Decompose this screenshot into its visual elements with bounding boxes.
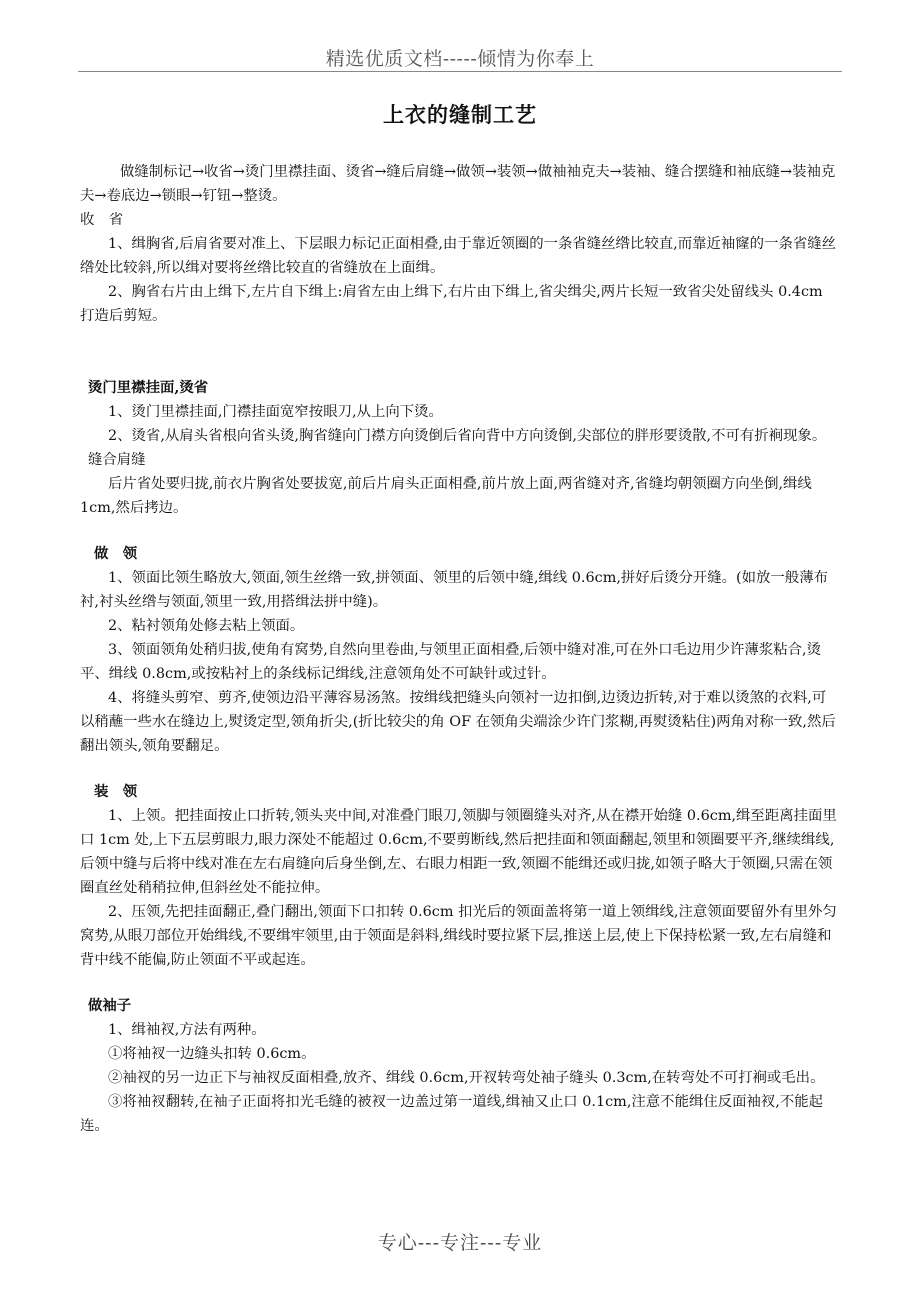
section-heading-jianfeng: 缝合肩缝 — [88, 452, 146, 468]
zuoling-paragraph-3: 3、领面领角处稍归拔,使角有窝势,自然向里卷曲,与领里正面相叠,后领中缝对准,可在外口毛边用少许薄浆粘合,烫平、缉线 0.8cm,或按粘衬上的条线标记缉线,注意领角处不可缺针或过针。 — [80, 642, 821, 682]
tangmen-paragraph-2: 2、烫省,从肩头省根向省头烫,胸省缝向门襟方向烫倒后省向背中方向烫倒,尖部位的胖形要烫散,不可有折裥现象。 — [108, 428, 827, 444]
intro-paragraph: 做缝制标记→收省→烫门里襟挂面、烫省→缝后肩缝→做领→装领→做袖袖克夫→装袖、缝合摆缝和袖底缝→装袖克夫→卷底边→锁眼→钉钮→整烫。 — [80, 164, 836, 204]
spacer — [80, 972, 838, 994]
zuoling-paragraph-4: 4、将缝头剪窄、剪齐,使领边沿平薄容易汤煞。按缉线把缝头向领衬一边扣倒,边烫边折转,对于难以烫煞的衣料,可以稍蘸一些水在缝边上,熨烫定型,领角折尖,(折比较尖的角 OF 在领角尖端涂少许门浆糊,再熨烫粘住)两角对称一致,然后翻出领头,领角要翻足。 — [80, 690, 836, 754]
document-body — [80, 160, 838, 1138]
zuoxiuzi-paragraph-4: ③将袖衩翻转,在袖子正面将扣光毛缝的被衩一边盖过第一道线,缉袖又止口 0.1cm,注意不能缉住反面袖衩,不能起连。 — [80, 1094, 824, 1134]
document-title: 上衣的缝制工艺 — [383, 102, 537, 127]
section-heading-zuoling: 做 领 — [94, 545, 138, 562]
spacer — [80, 328, 838, 376]
spacer — [80, 520, 838, 542]
section-heading-shoushen: 收 省 — [80, 212, 124, 228]
zhuangling-paragraph-1: 1、上领。把挂面按止口折转,领头夹中间,对准叠门眼刀,领脚与领圈缝头对齐,从在襟开始缝 0.6cm,缉至距离挂面里口 1cm 处,上下五层剪眼力,眼力深处不能超过 0.6cm,不要剪断线,然后把挂面和领面翻起,领里和领圈要平齐,继续缉线,后领中缝与后将中线对准在左右肩缝向后身坐倒,左、右眼力相距一致,领圈不能缉还或归拢,如领子略大于领圈,只需在领圈直丝处稍稍拉伸,但斜丝处不能拉伸。 — [80, 808, 837, 896]
page-footer: 专心---专注---专业 — [377, 1232, 543, 1254]
zuoxiuzi-paragraph-2: ①将袖衩一边缝头扣转 0.6cm。 — [108, 1046, 316, 1062]
zhuangling-paragraph-2: 2、压领,先把挂面翻正,叠门翻出,领面下口扣转 0.6cm 扣光后的领面盖将第一道上领缉线,注意领面要留外有里外匀窝势,从眼刀部位开始缉线,不要缉牢领里,由于领面是斜料,缉线时要拉紧下层,推送上层,使上下保持松紧一致,左右肩缝和背中线不能偏,防止领面不平或起连。 — [80, 904, 837, 968]
jianfeng-paragraph-1: 后片省处要归拢,前衣片胸省处要拔宽,前后片肩头正面相叠,前片放上面,两省缝对齐,省缝均朝领圈方向坐倒,缉线 1cm,然后拷边。 — [80, 476, 812, 516]
zuoling-paragraph-1: 1、领面比领生略放大,领面,领生丝绺一致,拼领面、领里的后领中缝,缉线 0.6cm,拼好后烫分开缝。(如放一般薄布衬,衬头丝绺与领面,领里一致,用搭缉法拼中缝)。 — [80, 570, 828, 610]
zuoxiuzi-paragraph-1: 1、缉袖衩,方法有两种。 — [108, 1022, 266, 1038]
section-heading-zuoxiuzi: 做袖子 — [88, 997, 132, 1014]
spacer — [80, 758, 838, 780]
shoushen-paragraph-2: 2、胸省右片由上缉下,左片自下缉上:肩省左由上缉下,右片由下缉上,省尖缉尖,两片长短一致省尖处留线头 0.4cm 打造后剪短。 — [80, 284, 823, 324]
page-header: 精选优质文档-----倾情为你奉上 — [325, 48, 595, 70]
zuoxiuzi-paragraph-3: ②袖衩的另一边正下与袖衩反面相叠,放齐、缉线 0.6cm,开衩转弯处袖子缝头 0.3cm,在转弯处不可打裥或毛出。 — [108, 1070, 825, 1086]
zuoling-paragraph-2: 2、粘衬领角处修去粘上领面。 — [108, 618, 305, 634]
section-heading-zhuangling: 装 领 — [94, 783, 138, 800]
header-divider — [78, 71, 842, 72]
section-heading-tangmen: 烫门里襟挂面,烫省 — [88, 379, 209, 396]
shoushen-paragraph-1: 1、缉胸省,后肩省要对准上、下层眼力标记正面相叠,由于靠近领圈的一条省缝丝绺比较直,而靠近袖窿的一条省缝丝绺处比较斜,所以缉对要将丝绺比较直的省缝放在上面缉。 — [80, 236, 837, 276]
tangmen-paragraph-1: 1、烫门里襟挂面,门襟挂面宽窄按眼刀,从上向下烫。 — [108, 404, 443, 420]
